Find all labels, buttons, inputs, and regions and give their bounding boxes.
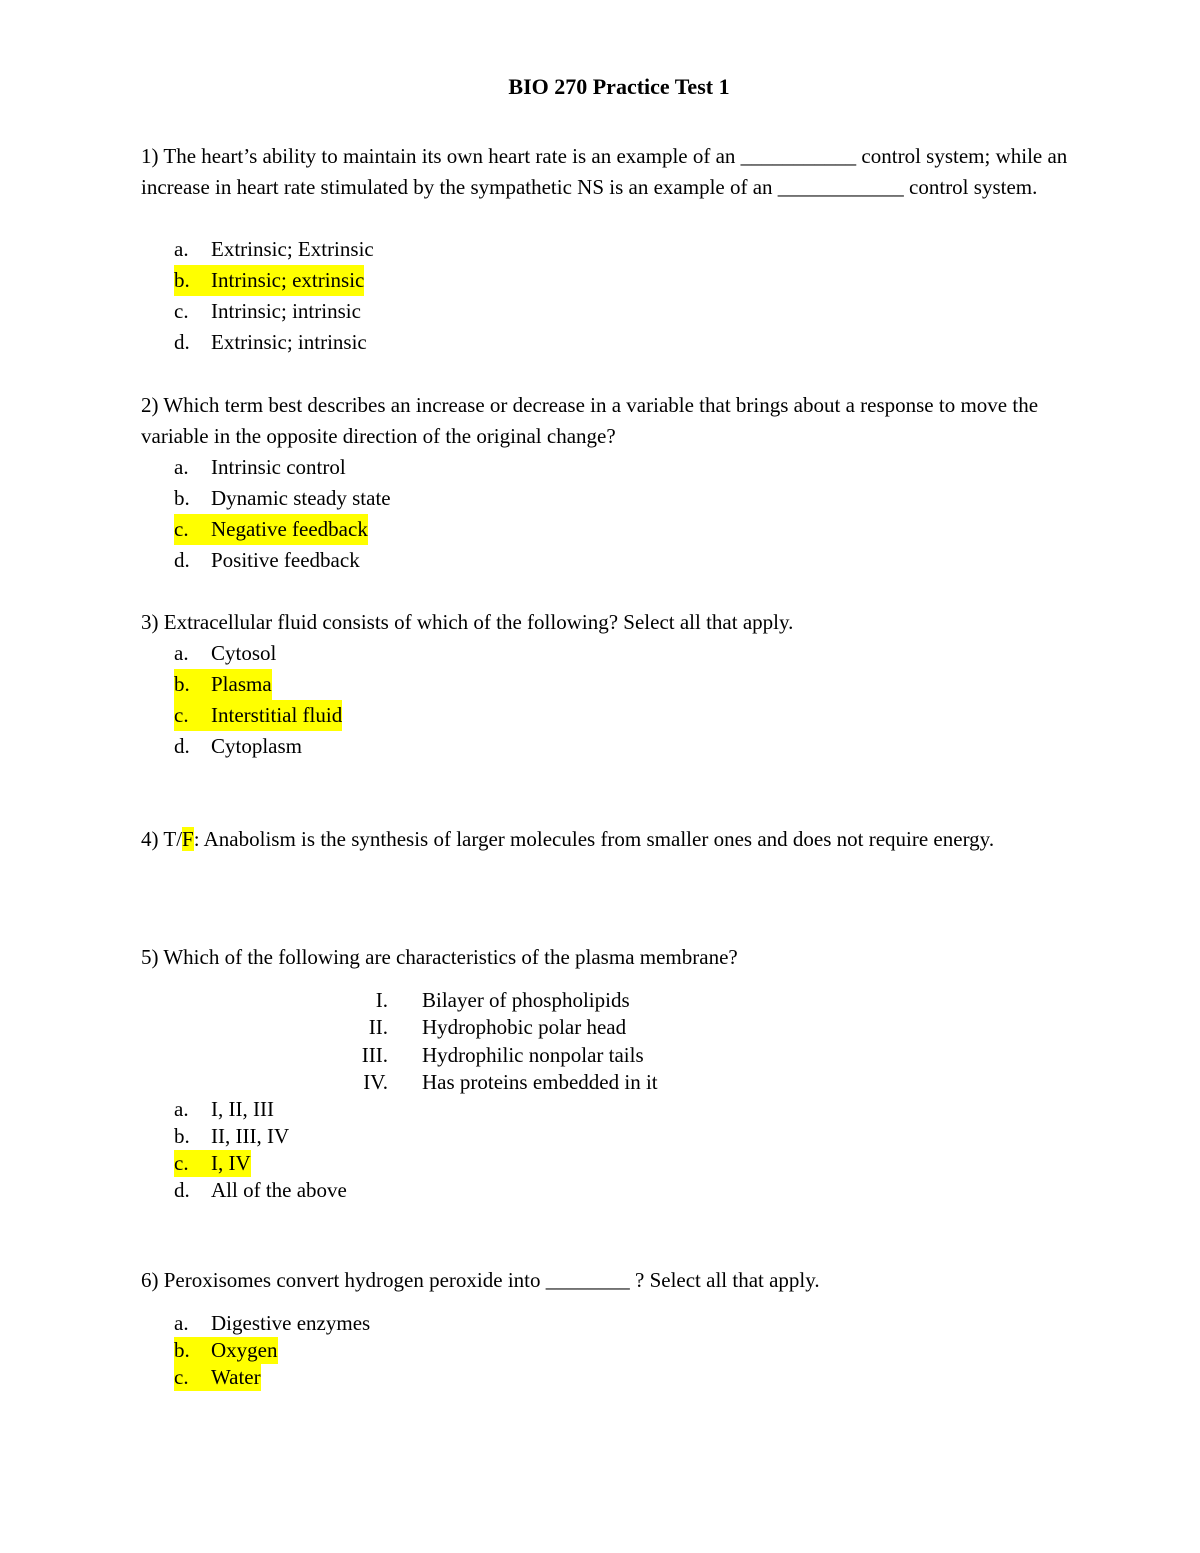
option-letter: b. [174, 1338, 190, 1362]
option-2c [174, 514, 774, 545]
question-3-text: 3) Extracellular fluid consists of which of the following? Select all that apply. [141, 610, 794, 634]
statement-number: III. [361, 1042, 388, 1067]
option-text: Negative feedback [211, 517, 368, 541]
option-letter: c. [174, 703, 189, 727]
option-text: Positive feedback [211, 548, 360, 572]
answer-highlight [174, 700, 342, 731]
option-text: Intrinsic; intrinsic [211, 299, 361, 323]
option-letter: a. [174, 237, 189, 261]
statement-1 [330, 987, 830, 1014]
question-6-text: 6) Peroxisomes convert hydrogen peroxide into ________ ? Select all that apply. [141, 1268, 820, 1292]
option-text: Plasma [211, 672, 272, 696]
option-1a [174, 234, 774, 265]
statement-text: Bilayer of phospholipids [422, 988, 630, 1012]
statement-number: I. [375, 988, 388, 1012]
answer-highlight [174, 1337, 278, 1364]
option-text: I, IV [211, 1151, 251, 1175]
answer-highlight [174, 514, 368, 545]
statement-number: II. [368, 1015, 388, 1040]
option-text: Cytosol [211, 641, 277, 665]
option-text: Extrinsic; Extrinsic [211, 237, 374, 261]
option-letter: c. [174, 1365, 189, 1389]
option-letter: d. [174, 330, 190, 354]
question-5-statements [330, 987, 830, 1096]
question-4-text [141, 825, 1071, 853]
option-letter: b. [174, 268, 190, 292]
option-2d [174, 545, 774, 576]
answer-highlight [174, 265, 364, 296]
option-letter: c. [174, 299, 189, 323]
option-letter: a. [174, 455, 189, 479]
option-5a [174, 1096, 774, 1123]
question-1-text: 1) The heart’s ability to maintain its own heart rate is an example of an ___________ control system; while an increase in heart rate stimulated by the sympathetic NS is an example of an ____________ control system. [141, 144, 1068, 199]
question-6-options [174, 1310, 774, 1391]
option-text: Intrinsic; extrinsic [211, 268, 365, 292]
option-letter: b. [174, 1124, 190, 1148]
option-letter: a. [174, 1097, 189, 1121]
option-1b [174, 265, 774, 296]
statement-text: Hydrophobic polar head [422, 1015, 627, 1040]
question-1-options [174, 234, 774, 358]
option-5b [174, 1123, 774, 1150]
statement-number: IV. [363, 1069, 388, 1094]
question-2-options [174, 452, 774, 576]
statement-text: Hydrophilic nonpolar tails [422, 1042, 644, 1067]
statement-3 [330, 1042, 830, 1069]
page-title: BIO 270 Practice Test 1 [508, 74, 730, 99]
option-3d [174, 731, 774, 762]
question-4-statement: : Anabolism is the synthesis of larger molecules from smaller ones and does not require energy. [193, 827, 995, 851]
tf-prefix: 4) T/ [141, 827, 183, 851]
option-text: I, II, III [211, 1097, 274, 1121]
option-text: Digestive enzymes [211, 1311, 371, 1335]
option-letter: d. [174, 734, 190, 758]
option-3b [174, 669, 774, 700]
option-text: Dynamic steady state [211, 486, 391, 510]
option-5d [174, 1177, 774, 1204]
option-text: Oxygen [211, 1338, 278, 1362]
option-letter: d. [174, 1178, 190, 1202]
option-letter: b. [174, 486, 190, 510]
option-3c [174, 700, 774, 731]
option-letter: b. [174, 672, 190, 696]
option-letter: a. [174, 1311, 189, 1335]
option-letter: c. [174, 517, 189, 541]
statement-text: Has proteins embedded in it [422, 1069, 658, 1094]
option-text: Interstitial fluid [211, 703, 343, 727]
answer-highlight [174, 1364, 261, 1391]
option-6c [174, 1364, 774, 1391]
option-letter: d. [174, 548, 190, 572]
option-text: Intrinsic control [211, 455, 346, 479]
option-6b [174, 1337, 774, 1364]
answer-highlight [174, 669, 272, 700]
question-5-options [174, 1096, 774, 1204]
option-text: Extrinsic; intrinsic [211, 330, 367, 354]
question-2-text: 2) Which term best describes an increase or decrease in a variable that brings about a response to move the variable in the opposite direction of the original change? [141, 393, 1039, 448]
option-letter: a. [174, 641, 189, 665]
option-3a [174, 638, 774, 669]
question-5-text: 5) Which of the following are characteristics of the plasma membrane? [141, 945, 738, 969]
option-letter: c. [174, 1151, 189, 1175]
option-6a [174, 1310, 774, 1337]
tf-answer-highlight: F [182, 827, 194, 851]
option-text: Water [211, 1365, 261, 1389]
option-text: II, III, IV [211, 1124, 290, 1148]
option-1c [174, 296, 774, 327]
option-2a [174, 452, 774, 483]
option-2b [174, 483, 774, 514]
statement-4 [330, 1069, 830, 1096]
option-1d [174, 327, 774, 358]
option-text: Cytoplasm [211, 734, 303, 758]
answer-highlight [174, 1150, 251, 1177]
option-5c [174, 1150, 774, 1177]
question-3-options [174, 638, 774, 762]
option-text: All of the above [211, 1178, 347, 1202]
statement-2 [330, 1014, 830, 1041]
